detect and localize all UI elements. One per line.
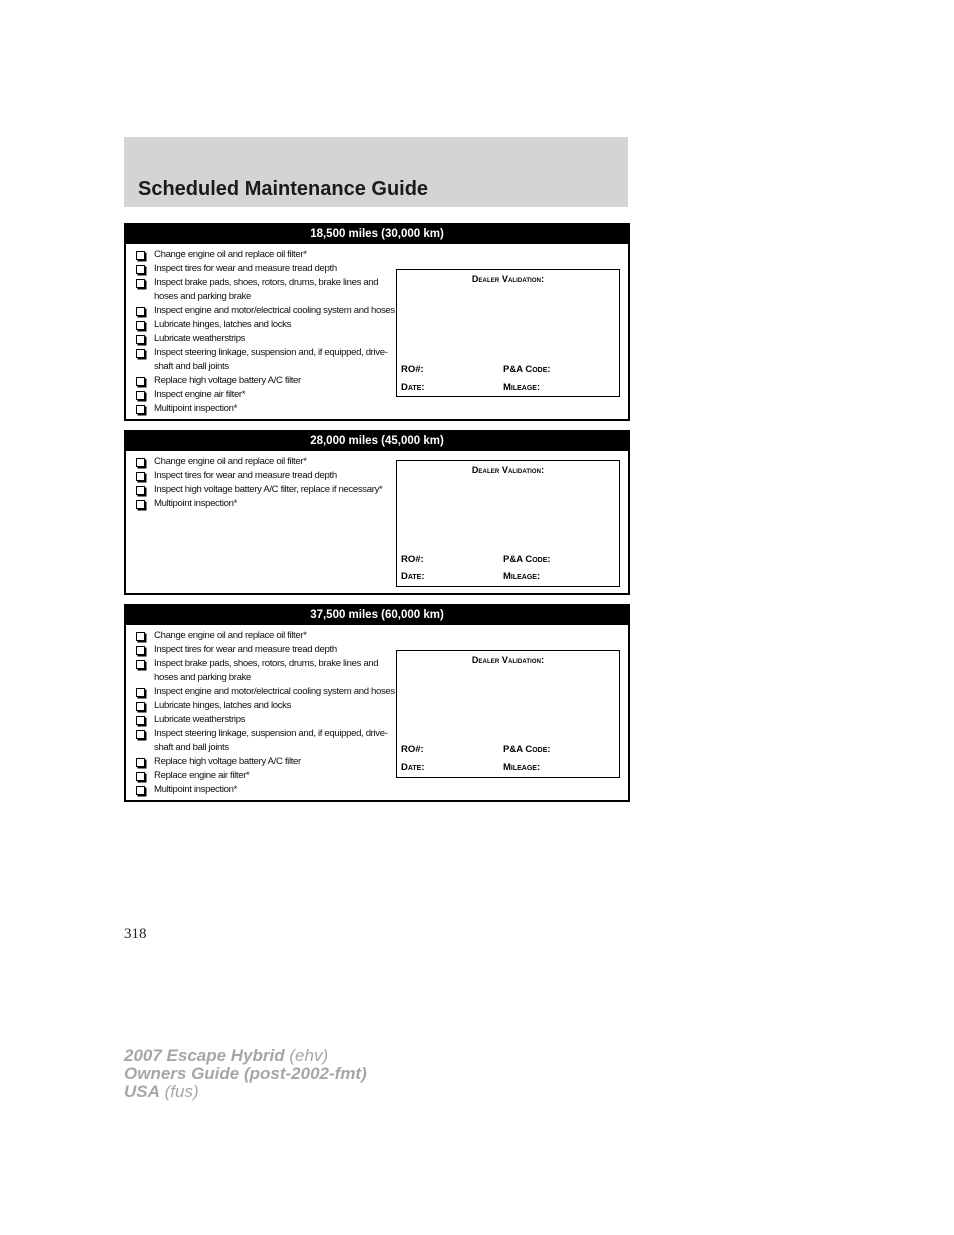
checkbox-icon[interactable]: [136, 349, 145, 358]
checklist-item-continuation: hoses and parking brake: [154, 291, 252, 302]
checklist: [135, 248, 397, 416]
ro-label: RO#:: [401, 744, 424, 755]
checklist-item-continuation: shaft and ball joints: [154, 361, 229, 372]
checkbox-icon[interactable]: [136, 688, 145, 697]
pa-code-label: P&A Code:: [503, 744, 551, 755]
checkbox-icon[interactable]: [136, 786, 145, 795]
checkbox-icon[interactable]: [136, 730, 145, 739]
checklist-item: Multipoint inspection*: [135, 402, 397, 416]
checkbox-icon[interactable]: [136, 646, 145, 655]
checklist-item-continuation: shaft and ball joints: [154, 742, 229, 753]
checkbox-icon[interactable]: [136, 251, 145, 260]
checklist-item: Replace high voltage battery A/C filter: [135, 374, 397, 388]
footer-line-2: Owners Guide (post-2002-fmt): [124, 1064, 367, 1083]
checklist-item: Lubricate hinges, latches and locks: [135, 318, 397, 332]
section-heading: 37,500 miles (60,000 km): [126, 606, 628, 625]
mileage-label: Mileage:: [503, 382, 541, 393]
checklist-item: Inspect engine and motor/electrical cooling system and hoses: [135, 685, 397, 699]
dealer-validation-box[interactable]: [396, 460, 620, 587]
dealer-validation-box[interactable]: [396, 650, 620, 778]
dealer-validation-title: Dealer Validation:: [471, 465, 545, 475]
date-label: Date:: [401, 571, 425, 582]
page-title: Scheduled Maintenance Guide: [138, 178, 429, 200]
ro-label: RO#:: [401, 554, 424, 565]
checklist-item: Change engine oil and replace oil filter*: [135, 455, 397, 469]
checkbox-icon[interactable]: [136, 772, 145, 781]
checklist-item: Replace high voltage battery A/C filter: [135, 755, 397, 769]
checkbox-icon[interactable]: [136, 486, 145, 495]
date-label: Date:: [401, 762, 425, 773]
maintenance-section-18500: [124, 223, 630, 421]
checklist: [135, 629, 397, 797]
pa-code-label: P&A Code:: [503, 554, 551, 565]
checkbox-icon[interactable]: [136, 632, 145, 641]
checkbox-icon[interactable]: [136, 472, 145, 481]
checkbox-icon[interactable]: [136, 279, 145, 288]
checkbox-icon[interactable]: [136, 758, 145, 767]
section-heading: 28,000 miles (45,000 km): [126, 432, 628, 451]
maintenance-section-28000: [124, 430, 630, 595]
checkbox-icon[interactable]: [136, 716, 145, 725]
mileage-label: Mileage:: [503, 762, 541, 773]
footer-line-1: 2007 Escape Hybrid (ehv): [124, 1046, 329, 1065]
checklist-item: Inspect engine and motor/electrical cooling system and hoses: [135, 304, 397, 318]
section-heading: 18,500 miles (30,000 km): [126, 225, 628, 244]
pa-code-label: P&A Code:: [503, 364, 551, 375]
checklist-item: Lubricate hinges, latches and locks: [135, 699, 397, 713]
checklist-item: Multipoint inspection*: [135, 497, 397, 511]
dealer-validation-title: Dealer Validation:: [471, 655, 545, 665]
checkbox-icon[interactable]: [136, 321, 145, 330]
checklist-item: Lubricate weatherstrips: [135, 332, 397, 346]
checklist-item-continuation: hoses and parking brake: [154, 672, 252, 683]
checklist-item: Inspect brake pads, shoes, rotors, drums, brake lines and: [135, 276, 397, 290]
checklist-item: Change engine oil and replace oil filter*: [135, 248, 397, 262]
checkbox-icon[interactable]: [136, 702, 145, 711]
checkbox-icon[interactable]: [136, 307, 145, 316]
document-footer: [124, 1047, 367, 1101]
checklist-item: Lubricate weatherstrips: [135, 713, 397, 727]
maintenance-section-37500: [124, 604, 630, 802]
checklist-item: Inspect high voltage battery A/C filter, replace if necessary*: [135, 483, 397, 497]
checkbox-icon[interactable]: [136, 405, 145, 414]
ro-label: RO#:: [401, 364, 424, 375]
checklist-item: Inspect tires for wear and measure tread depth: [135, 643, 397, 657]
checkbox-icon[interactable]: [136, 265, 145, 274]
checkbox-icon[interactable]: [136, 500, 145, 509]
page-number: 318: [124, 926, 147, 942]
checklist-item: Multipoint inspection*: [135, 783, 397, 797]
footer-line-3: USA (fus): [124, 1082, 199, 1101]
checklist-item: Inspect engine air filter*: [135, 388, 397, 402]
dealer-validation-title: Dealer Validation:: [471, 274, 545, 284]
checkbox-icon[interactable]: [136, 391, 145, 400]
checkbox-icon[interactable]: [136, 335, 145, 344]
checklist-item: Replace engine air filter*: [135, 769, 397, 783]
checkbox-icon[interactable]: [136, 377, 145, 386]
mileage-label: Mileage:: [503, 571, 541, 582]
checklist-item: Inspect steering linkage, suspension and, if equipped, drive-: [135, 346, 397, 360]
checkbox-icon[interactable]: [136, 660, 145, 669]
checklist-item: Change engine oil and replace oil filter*: [135, 629, 397, 643]
checkbox-icon[interactable]: [136, 458, 145, 467]
checklist-item: Inspect brake pads, shoes, rotors, drums, brake lines and: [135, 657, 397, 671]
header-band: [124, 137, 628, 207]
checklist-item: Inspect steering linkage, suspension and, if equipped, drive-: [135, 727, 397, 741]
date-label: Date:: [401, 382, 425, 393]
checklist-item: Inspect tires for wear and measure tread depth: [135, 469, 397, 483]
dealer-validation-box[interactable]: [396, 269, 620, 397]
checklist: [135, 455, 397, 511]
checklist-item: Inspect tires for wear and measure tread depth: [135, 262, 397, 276]
